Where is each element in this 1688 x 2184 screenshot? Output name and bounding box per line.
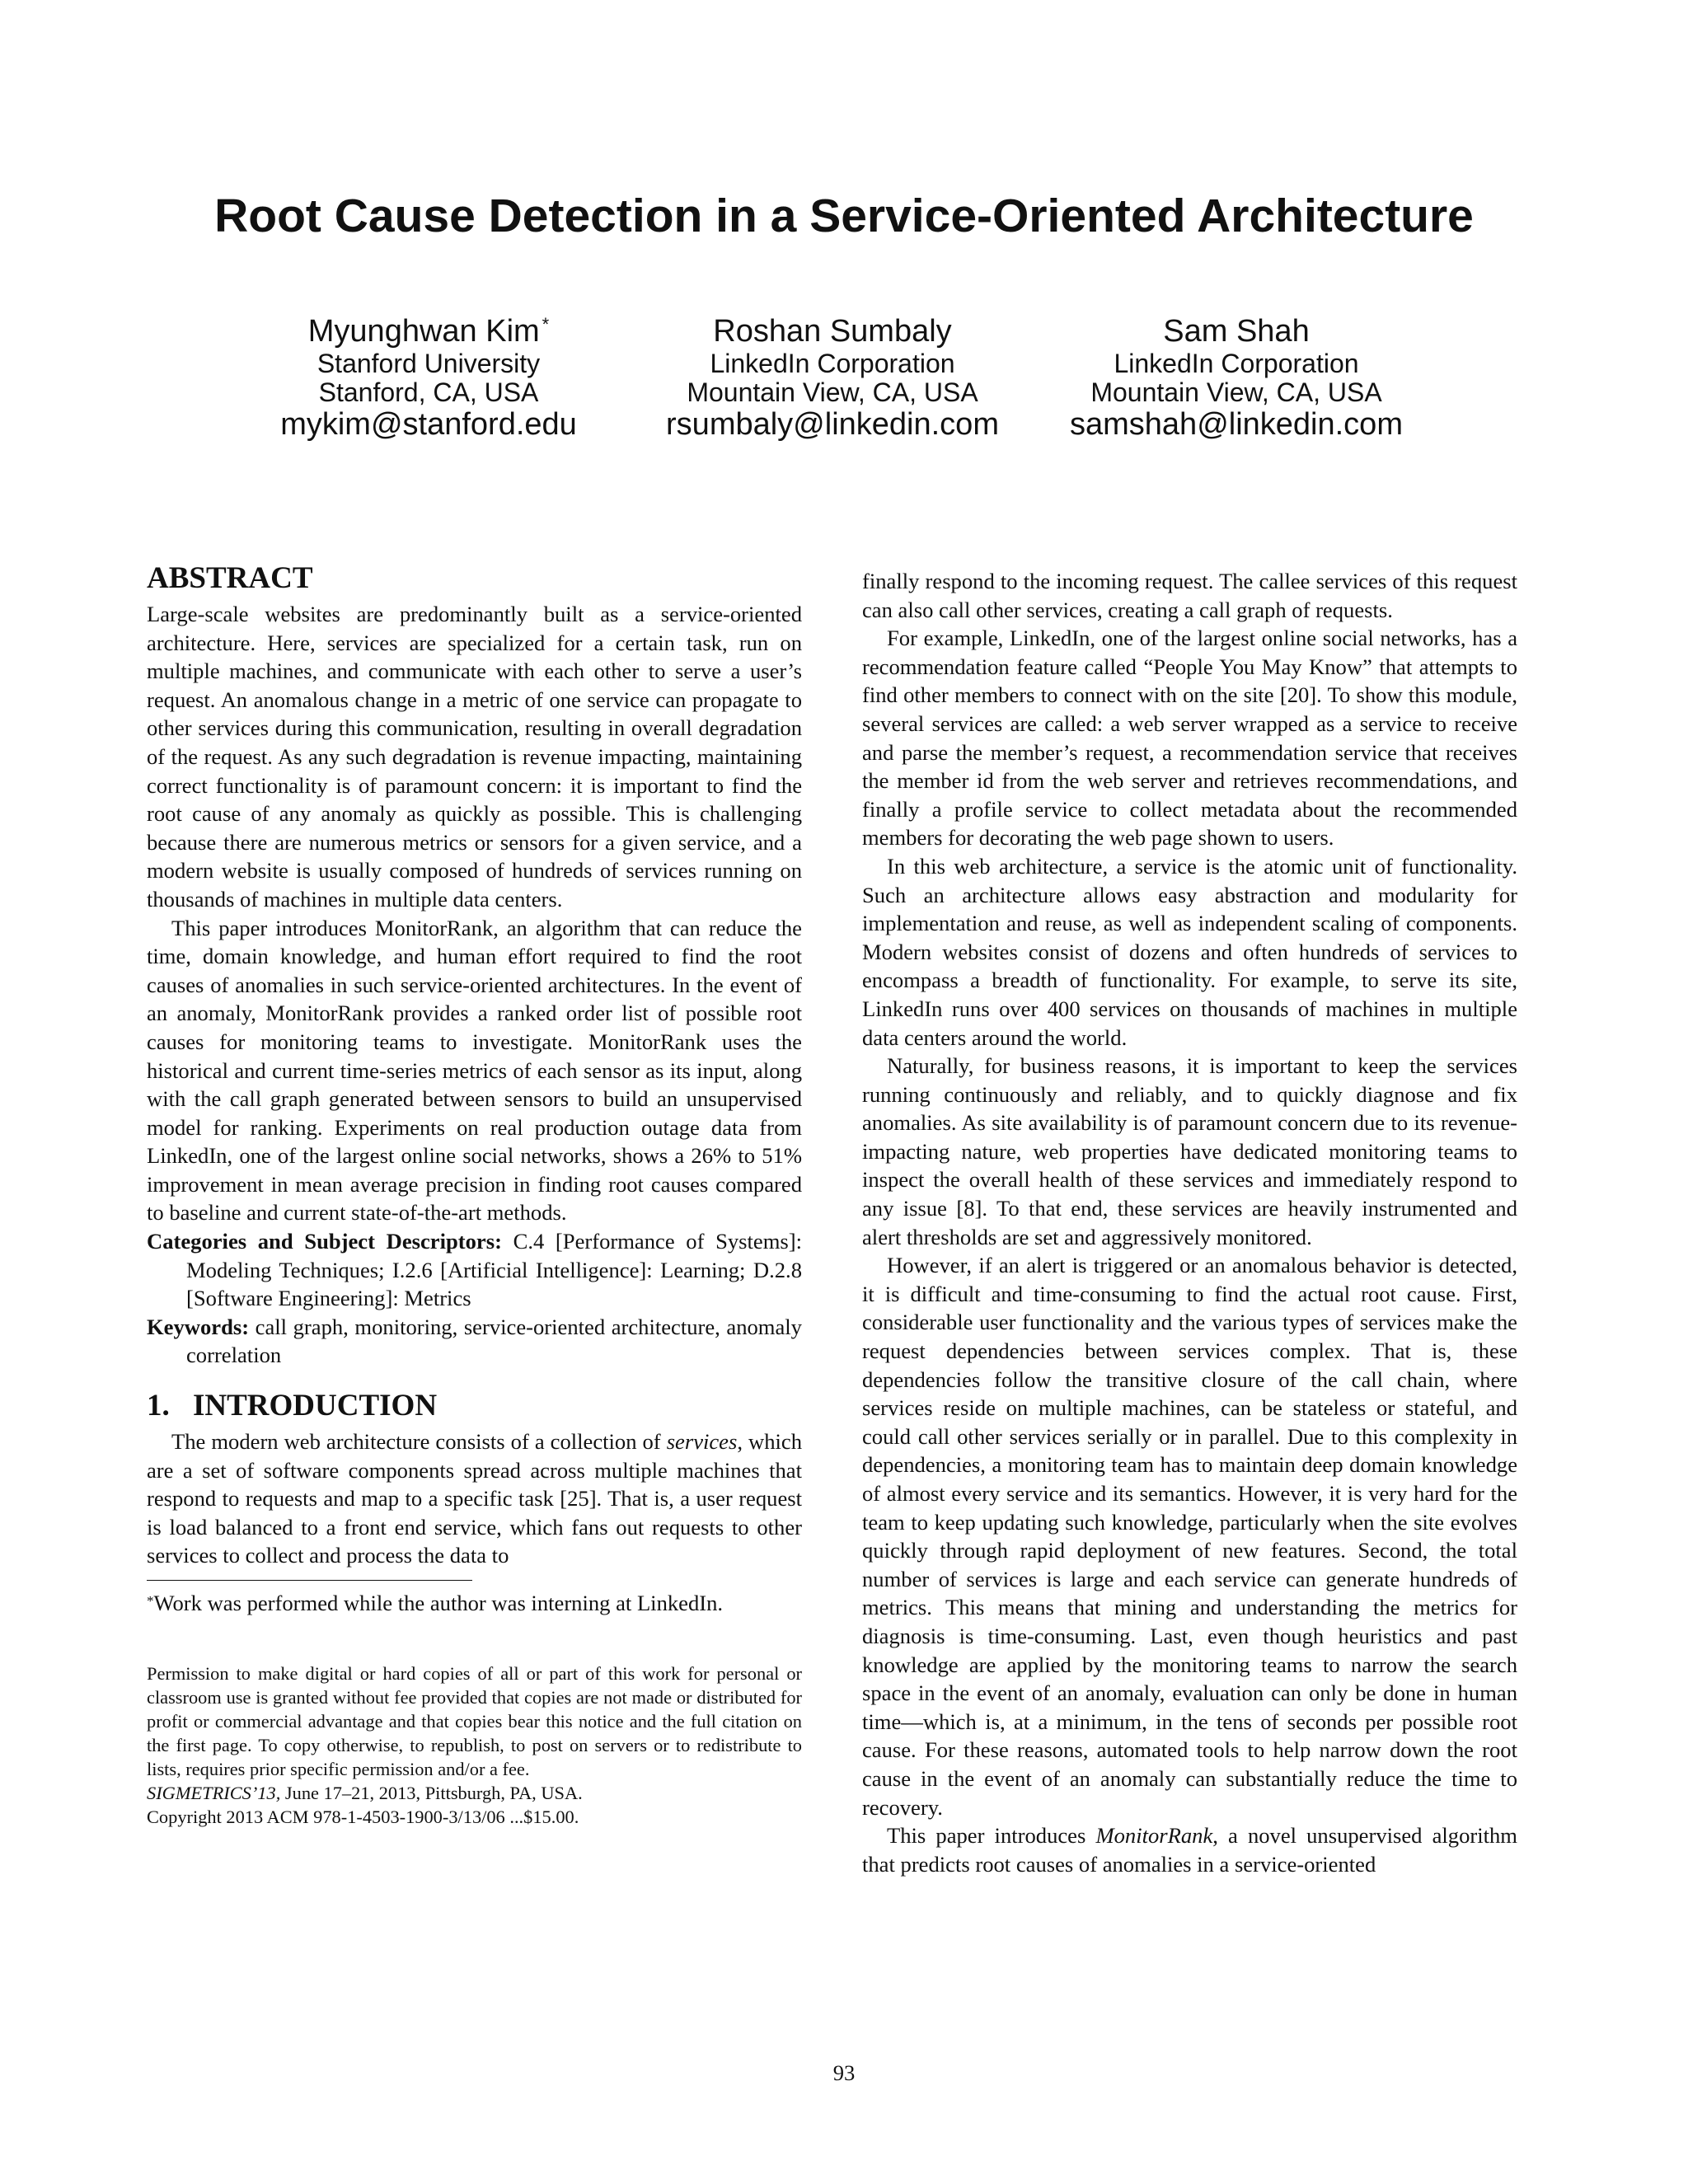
introduction-paragraph [147, 1427, 802, 1570]
author-location: Stanford, CA, USA [318, 377, 539, 407]
author-footnote [147, 1589, 802, 1617]
footnote-text: Work was performed while the author was interning at LinkedIn. [153, 1591, 724, 1615]
emphasis-text: services [666, 1429, 738, 1455]
right-column [862, 567, 1517, 1878]
venue-name: SIGMETRICS’13, [147, 1783, 281, 1803]
text-run: This paper introduces [887, 1823, 1096, 1849]
text-run: , a novel unsupervised algorithm that predicts root causes of anomalies in a service-oriented [862, 1823, 1517, 1877]
permission-notice [147, 1661, 802, 1829]
introduction-paragraph: For example, LinkedIn, one of the largest online social networks, has a recommendation feature called “People You May Know” that attempts to find other members to connect with on the site [20]. To show this module, several services are called: a web server wrapped as a service to receive and parse the member’s request, a recommendation service that receives the member id from the web server and retrieves recommendations, and finally a profile service to collect metadata about the recommended members for decorating the web page shown to users. [862, 626, 1517, 851]
keywords-label: Keywords: [147, 1314, 250, 1339]
author-name: Myunghwan Kim [307, 314, 540, 349]
introduction-paragraph: However, if an alert is triggered or an anomalous behavior is detected, it is difficult and time-consuming to find the actual root cause. First, considerable user functionality and the various types of services make the request dependencies between services complex. That is, these dependencies follow the transitive closure of the call chain, where services reside on multiple machines, can be stateless or stateful, and could call other services serially or in parallel. Due to this complexity in dependencies, a monitoring team has to maintain deep domain knowledge of almost every service and its semantics. However, it is very hard for the team to keep updating such knowledge, particularly when the site evolves quickly through rapid deployment of new features. Second, the total number of services is large and each service can generate hundreds of metrics. This means that mining and understanding the metrics for diagnosis is time-consuming. Last, even though heuristics and past knowledge are applied by the monitoring teams to narrow the search space in the event of an anomaly, evaluation can only be done in human time—which is, at a minimum, in the tens of seconds per possible root cause. For these reasons, automated tools to help narrow down the root cause in the event of an anomaly can substantially reduce the time to recovery. [862, 1253, 1517, 1820]
categories-descriptors [147, 1227, 802, 1313]
keywords-text: call graph, monitoring, service-oriented architecture, anomaly correlation [186, 1314, 802, 1368]
author-name-line [264, 313, 593, 349]
introduction-paragraph [862, 1821, 1517, 1878]
permission-text: Permission to make digital or hard copies of all or part of this work for personal or classroom use is granted without fee provided that copies are not made or distributed for profit or commercial advantage and that copies bear this notice and the full citation on the first page. To copy otherwise, to republish, to post on servers or to redistribute to lists, requires prior specific permission and/or a fee. [147, 1663, 802, 1779]
author-footnote-mark: * [542, 314, 550, 335]
author-block [0, 313, 1688, 445]
author-affiliation: LinkedIn Corporation [710, 349, 955, 378]
text-run: The modern web architecture consists of a collection of [171, 1429, 667, 1455]
footnote-rule [147, 1580, 472, 1581]
author-email: mykim@stanford.edu [280, 407, 577, 442]
author-entry [626, 313, 1039, 442]
author-affiliation: Stanford University [316, 349, 541, 378]
categories-text: C.4 [Performance of Systems]: Modeling Techniques; I.2.6 [Artificial Intelligence]: Learning; D.2.8 [Software Engineering]: Metrics [186, 1229, 802, 1311]
author-name: Sam Shah [1163, 314, 1310, 349]
keywords [147, 1313, 802, 1370]
copyright-line: Copyright 2013 ACM 978-1-4503-1900-3/13/06 ...$15.00. [147, 1807, 579, 1827]
page-number: 93 [832, 2060, 856, 2085]
introduction-heading [147, 1388, 802, 1424]
author-location: Mountain View, CA, USA [687, 377, 978, 407]
venue-details: June 17–21, 2013, Pittsburgh, PA, USA. [280, 1783, 583, 1803]
abstract-paragraph: This paper introduces MonitorRank, an algorithm that can reduce the time, domain knowledge, and human effort required to find the root causes of anomalies in such service-oriented architectures. In the event of an anomaly, MonitorRank provides a ranked order list of possible root causes for monitoring teams to investigate. MonitorRank uses the historical and current time-series metrics of each sensor as its input, along with the call graph generated between sensors to build an unsupervised model for ranking. Experiments on real production outage data from LinkedIn, one of the largest online social networks, shows a 26% to 51% improvement in mean average precision in finding root causes compared to baseline and current state-of-the-art methods. [147, 915, 802, 1226]
paper-title: Root Cause Detection in a Service-Oriented Architecture [214, 190, 1474, 242]
introduction-paragraph: In this web architecture, a service is the atomic unit of functionality. Such an architecture allows easy abstraction and modularity for implementation and reuse, as well as independent scaling of components. Modern websites consist of dozens and often hundreds of services to encompass a breadth of functionality. For example, to serve its site, LinkedIn runs over 400 services on thousands of machines in multiple data centers around the world. [862, 853, 1517, 1050]
section-number: 1. [147, 1389, 170, 1423]
introduction-paragraph: finally respond to the incoming request. The callee services of this request can also call other services, creating a call graph of requests. [862, 569, 1517, 622]
author-affiliation: LinkedIn Corporation [1114, 349, 1359, 378]
author-email: samshah@linkedin.com [1070, 407, 1403, 442]
author-entry [1030, 313, 1442, 442]
footnote-mark: * [147, 1593, 154, 1609]
author-email: rsumbaly@linkedin.com [666, 407, 999, 442]
section-title: INTRODUCTION [193, 1389, 438, 1423]
categories-label: Categories and Subject Descriptors: [147, 1229, 502, 1254]
venue-line [147, 1781, 802, 1805]
introduction-paragraph: Naturally, for business reasons, it is important to keep the services running continuously and reliably, and to quickly diagnose and fix anomalies. As site availability is of paramount concern due to its revenue-impacting nature, web properties have dedicated monitoring teams to inspect the overall health of these services and immediately respond to any issue [8]. To that end, these services are heavily instrumented and alert thresholds are set and aggressively monitored. [862, 1053, 1517, 1249]
emphasis-text: MonitorRank [1095, 1823, 1213, 1849]
text-run: , which are a set of software components spread across multiple machines that respond to requests and map to a specific task [25]. That is, a user request is load balanced to a front end service, which fans out requests to other services to collect and process the data to [147, 1429, 802, 1568]
left-column [147, 560, 802, 1829]
author-entry [264, 313, 593, 442]
author-name: Roshan Sumbaly [713, 314, 952, 349]
author-location: Mountain View, CA, USA [1090, 377, 1382, 407]
abstract-heading: ABSTRACT [147, 561, 313, 595]
abstract-paragraph: Large-scale websites are predominantly built as a service-oriented architecture. Here, services are specialized for a certain task, run on multiple machines, and communicate with each other to serve a user’s request. An anomalous change in a metric of one service can propagate to other services during this communication, resulting in overall degradation of the request. As any such degradation is revenue impacting, maintaining correct functionality is of paramount concern: it is important to find the root cause of any anomaly as quickly as possible. This is challenging because there are numerous metrics or sensors for a given service, and a modern website is usually composed of hundreds of services running on thousands of machines in multiple data centers. [147, 602, 802, 912]
